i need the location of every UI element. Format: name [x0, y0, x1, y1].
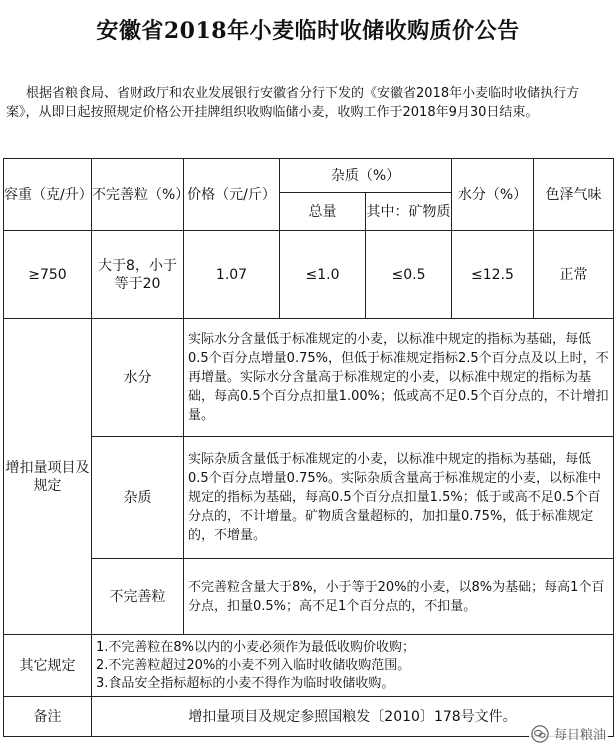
adjust-item-name: 不完善粒: [92, 559, 184, 635]
value-bulk-density: ≥750: [4, 231, 92, 319]
adjust-item-text: 不完善粒含量大于8%，小于等于20%的小麦，以8%为基础；每高1个百分点，扣量0.5%；高不足1个百分点的，不扣量。: [184, 559, 614, 635]
adjust-item-name: 水分: [92, 319, 184, 437]
watermark: [529, 724, 608, 743]
other-rule-line: 2.不完善粒超过20%的小麦不列入临时收储收购范围。: [96, 657, 411, 673]
header-price: 价格（元/斤）: [184, 159, 280, 231]
intro-paragraph: 根据省粮食局、省财政厅和农业发展银行安徽省分行下发的《安徽省2018年小麦临时收储执行方案》，从即日起按照规定价格公开挂牌组织收购临储小麦，收购工作于2018年9月30日结束。: [6, 86, 580, 120]
header-impurity-mineral: 其中：矿物质: [366, 193, 452, 231]
value-price: 1.07: [184, 231, 280, 319]
adjust-item-name: 杂质: [92, 437, 184, 559]
header-moisture: 水分（%）: [452, 159, 534, 231]
note-label: 备注: [4, 697, 92, 737]
other-rules: [92, 635, 614, 697]
adjust-label: 增扣量项目及规定: [4, 319, 92, 635]
announcement-title: 安徽省2018年小麦临时收储收购质价公告: [96, 18, 520, 44]
other-label: 其它规定: [4, 635, 92, 697]
value-moisture: ≤12.5: [452, 231, 534, 319]
value-impurity-mineral: ≤0.5: [366, 231, 452, 319]
other-rule-line: 3.食品安全指标超标的小麦不得作为临时收储收购。: [96, 675, 395, 691]
watermark-text: 每日粮油: [553, 728, 606, 743]
header-impurity-total: 总量: [280, 193, 366, 231]
value-impurity-total: ≤1.0: [280, 231, 366, 319]
quality-price-table: [3, 158, 614, 737]
value-color: 正常: [534, 231, 614, 319]
value-imperfect: 大于8，小于等于20: [92, 231, 184, 319]
header-color: 色泽气味: [534, 159, 614, 231]
header-bulk-density: 容重（克/升）: [4, 159, 92, 231]
other-rule-line: 1.不完善粒在8%以内的小麦必须作为最低收购价收购；: [96, 639, 416, 655]
wechat-icon: [531, 725, 549, 743]
header-impurity: 杂质（%）: [280, 159, 452, 193]
adjust-item-text: 实际水分含量低于标准规定的小麦，以标准中规定的指标为基础，每低0.5个百分点增量0.75%，但低于标准规定指标2.5个百分点及以上时，不再增量。实际水分含量高于标准规定的小麦，以标准中规定的指标为基础，每高0.5个百分点扣量1.00%；低或高不足0.5个百分点的，不计增扣量。: [184, 319, 614, 437]
header-imperfect: 不完善粒（%）: [92, 159, 184, 231]
note-text: 增扣量项目及规定参照国粮发〔2010〕178号文件。: [92, 697, 614, 737]
adjust-item-text: 实际杂质含量低于标准规定的小麦，以标准中规定的指标为基础，每低0.5个百分点增量0.75%。实际杂质含量高于标准规定的小麦，以标准中规定的指标为基础，每高0.5个百分点扣量1.5%；低于或高不足0.5个百分点的，不计增量。矿物质含量超标的，加扣量0.75%，低于标准规定的，不增量。: [184, 437, 614, 559]
